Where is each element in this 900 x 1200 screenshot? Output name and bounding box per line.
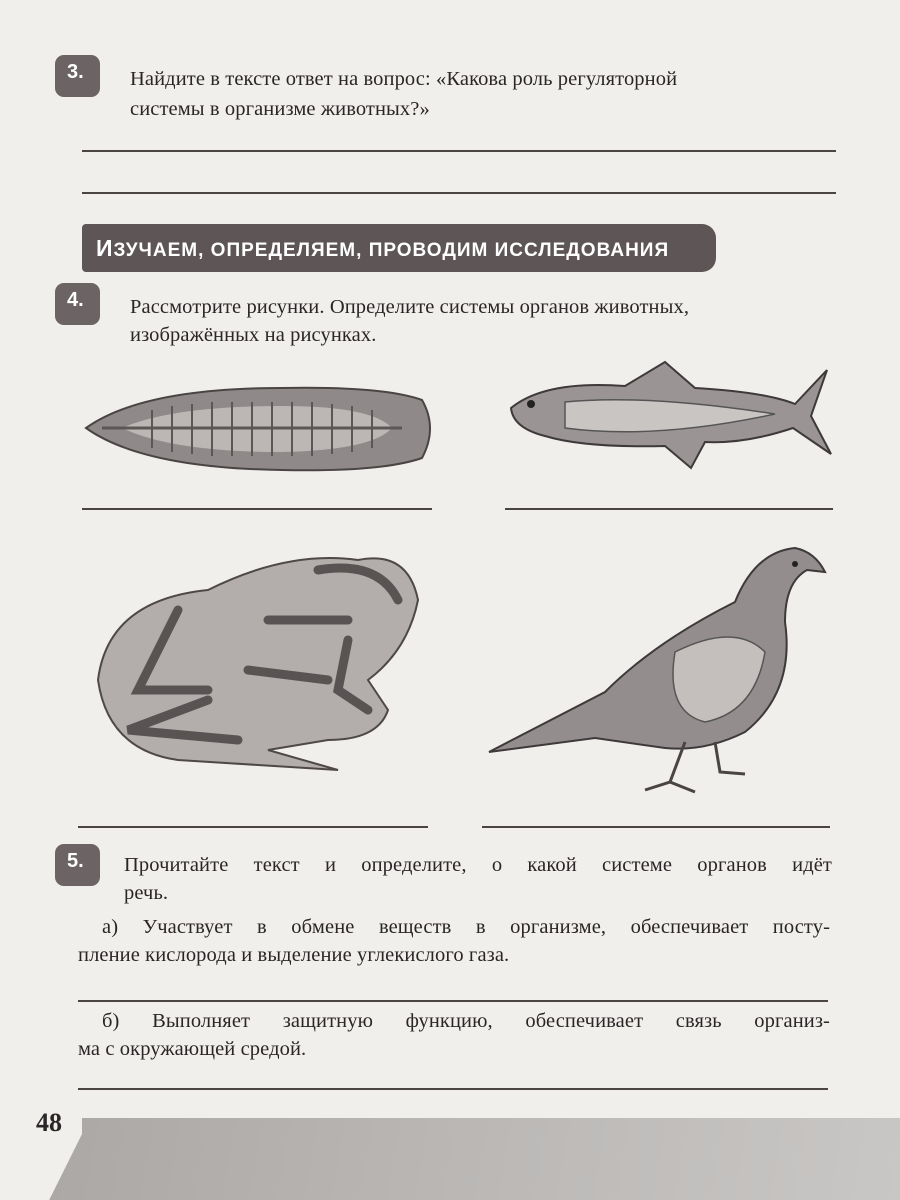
task-4-line-2: изображённых на рисунках.: [130, 324, 377, 346]
task-5b-line-2: ма с окружающей средой.: [78, 1038, 307, 1060]
footer-band: [0, 1118, 900, 1200]
answer-line-5b[interactable]: [78, 1088, 828, 1090]
task-5a-line-1: а) Участвует в обмене веществ в организме, обеспечивает посту-: [102, 916, 830, 938]
frog-skeleton-illustration: [88, 540, 424, 772]
task-4-badge: 4.: [55, 283, 100, 325]
task-5-badge: 5.: [55, 844, 100, 886]
task-5a-line-2: пление кислорода и выделение углекислого газа.: [78, 944, 510, 966]
answer-line-leech[interactable]: [82, 508, 432, 510]
banner-text: ЗУЧАЕМ, ОПРЕДЕЛЯЕМ, ПРОВОДИМ ИССЛЕДОВАНИЯ: [113, 240, 670, 261]
leech-illustration: [82, 380, 438, 476]
pigeon-illustration: [485, 542, 831, 798]
task-5-line-1: Прочитайте текст и определите, о какой системе органов идёт: [124, 854, 832, 876]
answer-line-pigeon[interactable]: [482, 826, 830, 828]
page-number: 48: [36, 1108, 62, 1137]
banner-first-letter: И: [96, 235, 114, 261]
section-banner: [82, 224, 716, 272]
task-3-line-1: Найдите в тексте ответ на вопрос: «Какова роль регуляторной: [130, 68, 678, 90]
task-5-line-2: речь.: [124, 882, 169, 904]
answer-line-frog[interactable]: [78, 826, 428, 828]
answer-line-fish[interactable]: [505, 508, 833, 510]
answer-line-5a[interactable]: [78, 1000, 828, 1002]
task-3-line-2: системы в организме животных?»: [130, 98, 430, 120]
answer-line-3b[interactable]: [82, 192, 836, 194]
task-3-badge: 3.: [55, 55, 100, 97]
fish-illustration: [505, 358, 835, 480]
task-4-line-1: Рассмотрите рисунки. Определите системы органов животных,: [130, 296, 690, 318]
task-5b-line-1: б) Выполняет защитную функцию, обеспечивает связь организ-: [102, 1010, 830, 1032]
answer-line-3a[interactable]: [82, 150, 836, 152]
